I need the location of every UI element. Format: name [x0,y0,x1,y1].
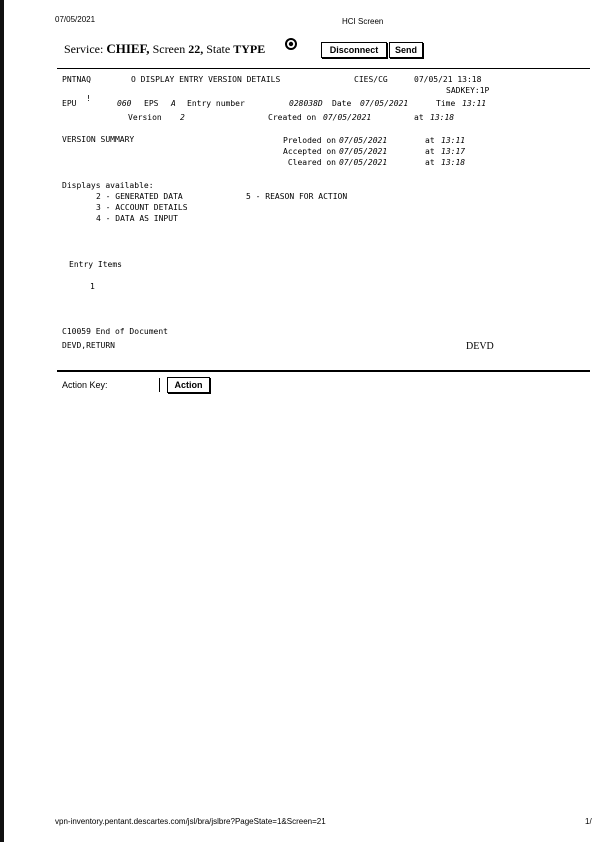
display-option[interactable]: 3 - ACCOUNT DETAILS [96,203,188,212]
print-date: 07/05/2021 [55,15,96,24]
summary-label: Preloded on [283,136,336,145]
command-echo: DEVD [466,341,494,352]
sadkey: SADKEY:1P [446,86,490,95]
summary-at: at [425,147,435,156]
date-label: Date [332,99,352,108]
entry-number-label: Entry number [187,99,245,108]
entry-items-title: Entry Items [69,260,122,269]
summary-at: at [425,136,435,145]
screen-number: 22, [188,42,204,56]
created-label: Created on [268,113,317,122]
display-option[interactable]: 5 - REASON FOR ACTION [246,192,348,201]
epu-value: 060 [117,99,132,108]
summary-title: VERSION SUMMARY [62,135,135,144]
created-time: 13:18 [430,113,455,122]
summary-time: 13:11 [441,136,466,145]
screen-heading: O DISPLAY ENTRY VERSION DETAILS [131,75,281,84]
display-option[interactable]: 2 - GENERATED DATA [96,192,183,201]
version-value: 2 [180,113,185,122]
screen-code: PNTNAQ [62,75,91,84]
scan-edge [0,0,4,842]
service-label: Service: [64,42,104,56]
end-message: C10059 End of Document [62,327,168,336]
entry-time: 13:11 [462,99,487,108]
entry-number: 028038D [289,99,323,108]
epu-marker: ! [86,94,91,103]
summary-time: 13:17 [441,147,466,156]
epu-label: EPU [62,99,77,108]
divider-bottom [57,370,590,372]
divider-top [57,68,590,69]
created-date: 07/05/2021 [323,113,372,122]
entry-date: 07/05/2021 [360,99,409,108]
action-key-label: Action Key: [62,380,108,390]
action-button[interactable]: Action [167,377,210,393]
entry-items-value: 1 [90,282,95,291]
service-name: CHIEF, [106,41,150,56]
service-bar [64,41,265,57]
screen-label: Screen [152,42,186,56]
version-label: Version [128,113,162,122]
summary-label: Cleared on [287,158,336,167]
state-value: TYPE [233,42,266,56]
footer-url[interactable]: vpn-inventory.pentant.descartes.com/jsl/bra/jslbre?PageState=1&Screen=21 [55,817,326,826]
created-at-label: at [414,113,424,122]
summary-time: 13:18 [441,158,466,167]
system-id: CIES/CG [354,75,388,84]
footer-page-number: 1/ [585,817,592,826]
state-label: State [206,42,231,56]
send-button[interactable]: Send [389,42,423,58]
summary-at: at [425,158,435,167]
action-key-input[interactable] [126,380,156,392]
summary-date: 07/05/2021 [339,158,388,167]
display-option[interactable]: 4 - DATA AS INPUT [96,214,178,223]
time-label: Time [436,99,456,108]
summary-label: Accepted on [283,147,336,156]
displays-title: Displays available: [62,181,154,190]
eps-value: A [171,99,176,108]
command-line: DEVD,RETURN [62,341,115,350]
refresh-icon[interactable] [285,38,297,50]
eps-label: EPS [144,99,159,108]
summary-date: 07/05/2021 [339,147,388,156]
summary-date: 07/05/2021 [339,136,388,145]
screen-title: HCI Screen [342,17,384,26]
system-datetime: 07/05/21 13:18 [414,75,482,84]
input-caret [159,378,160,392]
disconnect-button[interactable]: Disconnect [321,42,387,58]
